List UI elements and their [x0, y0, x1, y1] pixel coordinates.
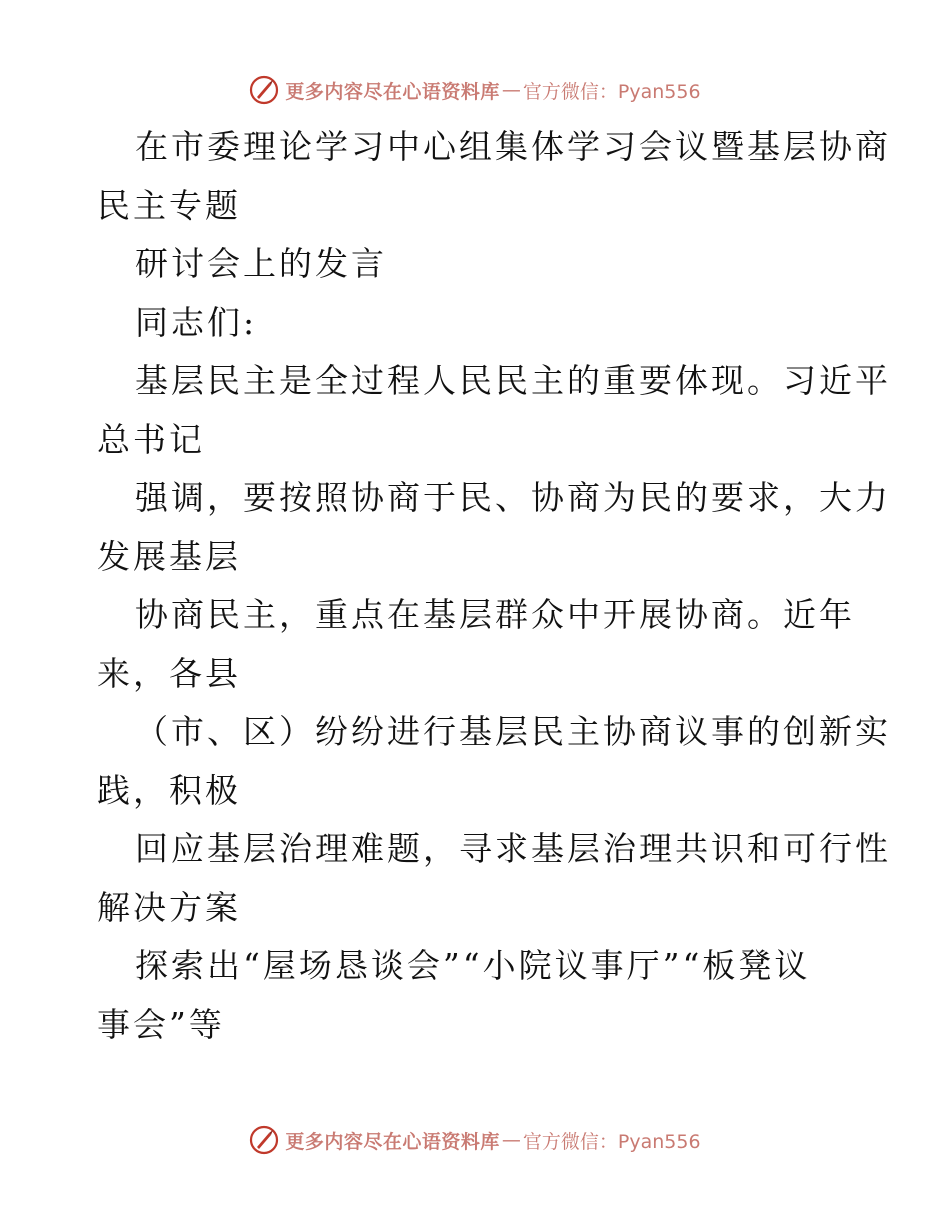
- watermark-contact: 官方微信：Pyan556: [522, 80, 701, 103]
- text-line: 同志们:: [135, 302, 258, 342]
- text-line: 研讨会上的发言: [135, 244, 387, 283]
- text-line: 解决方案: [97, 887, 241, 927]
- watermark-brand: 更多内容尽在心语资料库: [285, 80, 500, 103]
- text-line: 民主专题: [97, 185, 241, 225]
- quill-logo-icon: [249, 1125, 279, 1155]
- text-line: （市、区）纷纷进行基层民主协商议事的创新实: [135, 712, 891, 751]
- text-line: 在市委理论学习中心组集体学习会议暨基层协商: [135, 127, 891, 166]
- text-line: 协商民主，重点在基层群众中开展协商。近年: [135, 595, 855, 634]
- text-line: 探索出“屋场恳谈会”“小院议事厅”“板凳议: [135, 946, 811, 985]
- text-line: 强调，要按照协商于民、协商为民的要求，大力: [135, 478, 891, 517]
- watermark-contact: 官方微信：Pyan556: [522, 1130, 701, 1153]
- watermark-separator: —: [501, 79, 521, 101]
- text-line: 践，积极: [97, 770, 241, 810]
- quill-logo-icon: [249, 75, 279, 105]
- text-line: 回应基层治理难题，寻求基层治理共识和可行性: [135, 829, 891, 868]
- watermark-footer: [0, 1120, 950, 1160]
- watermark-brand: 更多内容尽在心语资料库: [285, 1130, 500, 1153]
- document-body: [97, 118, 891, 1054]
- watermark-header: [0, 70, 950, 110]
- text-line: 事会”等: [97, 1004, 225, 1044]
- text-line: 总书记: [97, 419, 205, 459]
- text-line: 基层民主是全过程人民民主的重要体现。习近平: [135, 361, 891, 400]
- text-line: 来，各县: [97, 653, 241, 693]
- text-line: 发展基层: [97, 536, 241, 576]
- watermark-separator: —: [501, 1129, 521, 1151]
